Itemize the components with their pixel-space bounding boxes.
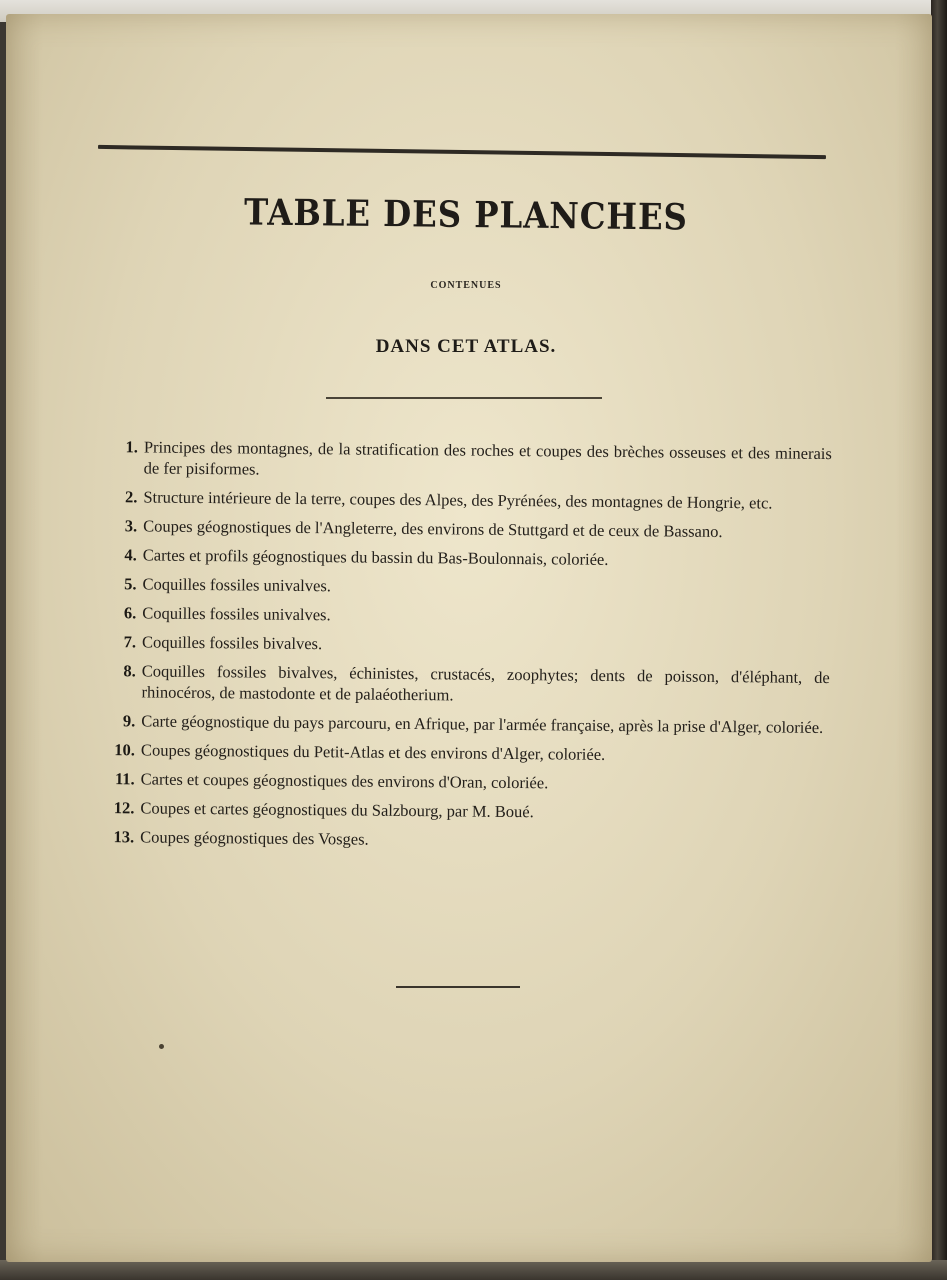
plate-description: Coupes géognostiques du Petit-Atlas et des environs d'Alger, coloriée. [140, 740, 606, 764]
plate-description: Coquilles fossiles bivalves. [141, 632, 323, 654]
plate-item [95, 710, 829, 738]
plate-description: Coupes géognostiques de l'Angleterre, des environs de Stuttgard et de ceux de Bassano. [143, 516, 723, 541]
plate-number: 10. [114, 740, 136, 760]
plate-description: Coupes géognostiques des Vosges. [140, 827, 369, 849]
plate-number: 8. [123, 661, 136, 681]
plate-number: 5. [124, 574, 137, 594]
plate-description: Coquilles fossiles univalves. [142, 603, 331, 625]
plate-number: 2. [124, 487, 138, 507]
plate-item [95, 768, 829, 796]
plate-item [97, 486, 831, 514]
subtitle-small: CONTENUES [430, 280, 502, 291]
middle-rule [326, 397, 602, 399]
plate-description: Principes des montagnes, de la stratification des roches et coupes des brèches osseuses et des minerais de fer pisiformes. [143, 437, 832, 479]
plate-item [94, 826, 828, 854]
plate-item [97, 515, 831, 543]
plate-description: Cartes et profils géognostiques du bassin du Bas-Boulonnais, coloriée. [142, 545, 609, 569]
plate-item [96, 631, 830, 659]
plate-number: 4. [124, 545, 137, 565]
plate-number: 11. [114, 769, 135, 789]
plate-number: 1. [125, 437, 138, 457]
plate-item [95, 739, 829, 767]
plate-description: Coquilles fossiles bivalves, échinistes, crustacés, zoophytes; dents de poisson, d'éléphant, de rhinocéros, de mastodonte et de palaéotherium. [141, 661, 830, 705]
paper-speck [159, 1044, 164, 1049]
photo-background-bottom [0, 1260, 947, 1280]
plate-description: Coupes et cartes géognostiques du Salzbourg, par M. Boué. [140, 798, 534, 822]
page-title: TABLE DES PLANCHES [243, 191, 689, 239]
plate-number: 12. [113, 798, 135, 818]
plate-item [96, 602, 830, 630]
top-rule [98, 145, 826, 159]
closing-rule [396, 986, 520, 988]
plate-number: 9. [122, 711, 136, 731]
plate-item [95, 660, 829, 709]
plate-description: Coquilles fossiles univalves. [142, 574, 332, 596]
plates-list [94, 436, 832, 862]
page-subtitle: DANS CET ATLAS. [375, 336, 557, 357]
plate-description: Cartes et coupes géognostiques des environs d'Oran, coloriée. [140, 769, 549, 793]
plate-item [98, 436, 832, 485]
plate-number: 7. [123, 632, 137, 652]
book-binding-edge [931, 0, 947, 1280]
plate-description: Carte géognostique du pays parcouru, en Afrique, par l'armée française, après la prise d'Alger, coloriée. [141, 711, 824, 737]
plate-item [96, 573, 830, 601]
plate-number: 13. [113, 827, 135, 847]
plate-number: 3. [124, 516, 138, 536]
plate-item [94, 797, 828, 825]
plate-number: 6. [123, 603, 137, 623]
plate-item [97, 544, 831, 572]
book-page [6, 14, 932, 1262]
plate-description: Structure intérieure de la terre, coupes des Alpes, des Pyrénées, des montagnes de Hongrie, etc. [143, 487, 773, 513]
